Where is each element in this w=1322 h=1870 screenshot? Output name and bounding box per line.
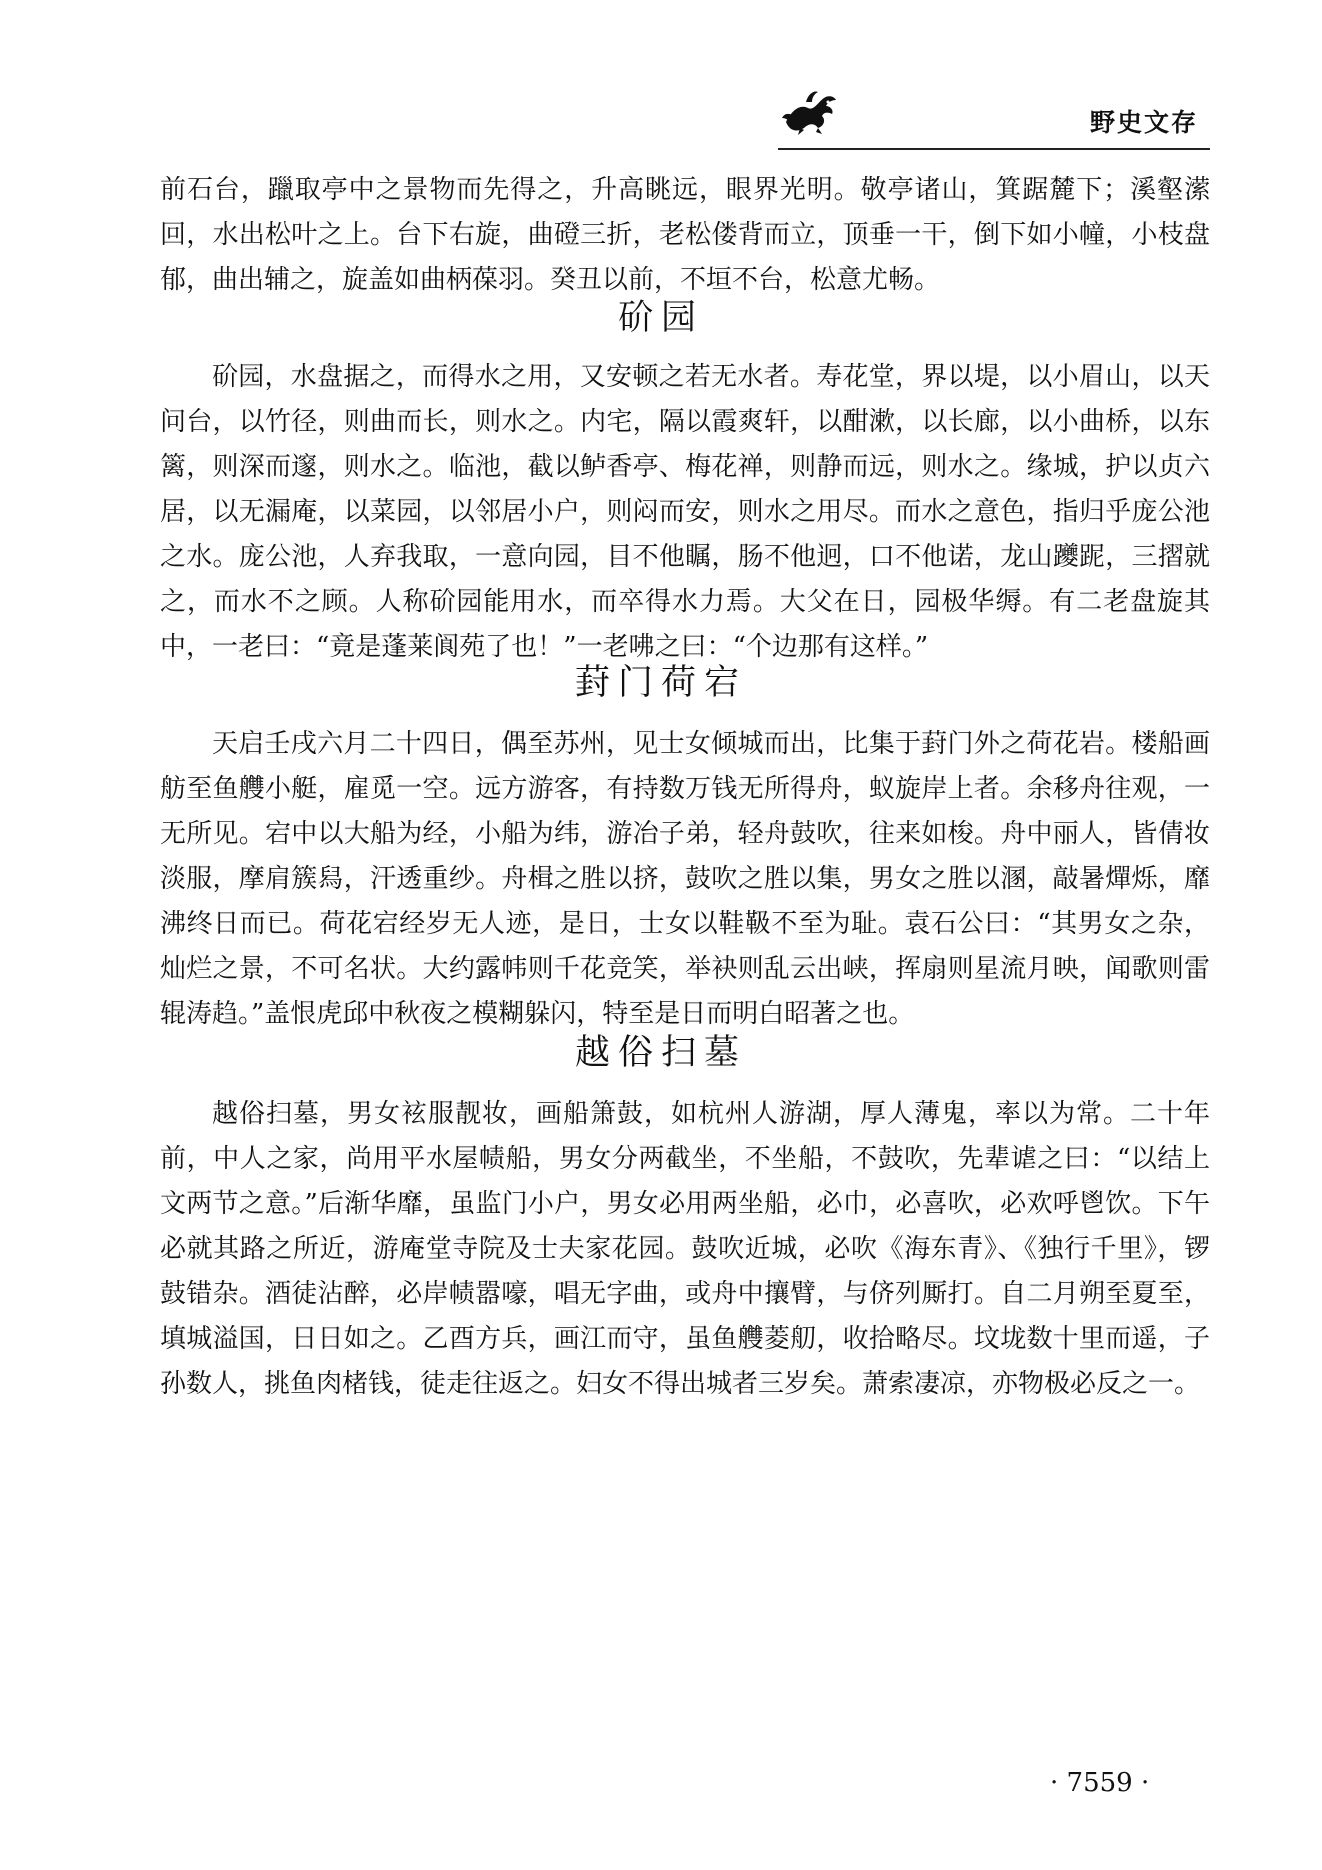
section-continuation bbox=[160, 168, 1210, 303]
paragraph: 前石台，躐取亭中之景物而先得之，升高眺远，眼界光明。敬亭诸山，箕踞麓下；溪壑潆回，水出松叶之上。台下右旋，曲磴三折，老松偻背而立，顶垂一干，倒下如小幢，小枝盘郁，曲出辅之，旋盖如曲柄葆羽。癸丑以前，不垣不台，松意尤畅。 bbox=[160, 175, 1210, 295]
paragraph: 天启壬戌六月二十四日，偶至苏州，见士女倾城而出，比集于葑门外之荷花岩。楼船画舫至鱼艭小艇，雇觅一空。远方游客，有持数万钱无所得舟，蚁旋岸上者。余移舟往观，一无所见。宕中以大船为经，小船为纬，游冶子弟，轻舟鼓吹，往来如梭。舟中丽人，皆倩妆淡服，摩肩簇舄，汗透重纱。舟楫之胜以挤，鼓吹之胜以集，男女之胜以溷，敲暑燀烁，靡沸终日而已。荷花宕经岁无人迹，是日，士女以鞋靸不至为耻。袁石公曰：“其男女之杂，灿烂之景，不可名状。大约露帏则千花竞笑，举袂则乱云出峡，挥扇则星流月映，闻歌则雷辊涛趋。”盖恨虎邱中秋夜之模糊躲闪，特至是日而明白昭著之也。 bbox=[160, 729, 1210, 1029]
paragraph: 越俗扫墓，男女袨服靓妆，画船箫鼓，如杭州人游湖，厚人薄鬼，率以为常。二十年前，中人之家，尚用平水屋帻船，男女分两截坐，不坐船，不鼓吹，先辈谑之曰：“以结上文两节之意。”后渐华靡，虽监门小户，男女必用两坐船，必巾，必喜吹，必欢呼鬯饮。下午必就其路之所近，游庵堂寺院及士夫家花园。鼓吹近城，必吹《海东青》、《独行千里》，锣鼓错杂。酒徒沾醉，必岸帻嚣嚎，唱无字曲，或舟中攘臂，与侪列厮打。自二月朔至夏至，填城溢国，日日如之。乙酉方兵，画江而守，虽鱼艭菱舠，收拾略尽。坟垅数十里而遥，子孙数人，挑鱼肉楮钱，徒走往返之。妇女不得出城者三岁矣。萧索凄凉，亦物极必反之一。 bbox=[160, 1099, 1210, 1399]
page-number: · 7559 · bbox=[1050, 1768, 1150, 1798]
running-header-title: 野史文存 bbox=[1090, 108, 1199, 137]
section-title: 越俗扫墓 bbox=[574, 1033, 747, 1073]
section-body bbox=[160, 1092, 1210, 1407]
section-body bbox=[160, 355, 1210, 670]
dragon-icon bbox=[778, 82, 842, 138]
section-body bbox=[160, 722, 1210, 1037]
header-rule bbox=[778, 148, 1210, 150]
section-title: 砎园 bbox=[617, 298, 704, 338]
section-title: 葑门荷宕 bbox=[574, 663, 747, 703]
paragraph: 砎园，水盘据之，而得水之用，又安顿之若无水者。寿花堂，界以堤，以小眉山，以天问台，以竹径，则曲而长，则水之。内宅，隔以霞爽轩，以酣漱，以长廊，以小曲桥，以东篱，则深而邃，则水之。临池，截以鲈香亭、梅花禅，则静而远，则水之。缘城，护以贞六居，以无漏庵，以菜园，以邻居小户，则闷而安，则水之用尽。而水之意色，指归乎庞公池之水。庞公池，人弃我取，一意向园，目不他瞩，肠不他迥，口不他诺，龙山躨跜，三摺就之，而水不之顾。人称砎园能用水，而卒得水力焉。大父在日，园极华缛。有二老盘旋其中，一老曰：“竟是蓬莱阆苑了也！”一老咈之曰：“个边那有这样。” bbox=[160, 362, 1210, 662]
